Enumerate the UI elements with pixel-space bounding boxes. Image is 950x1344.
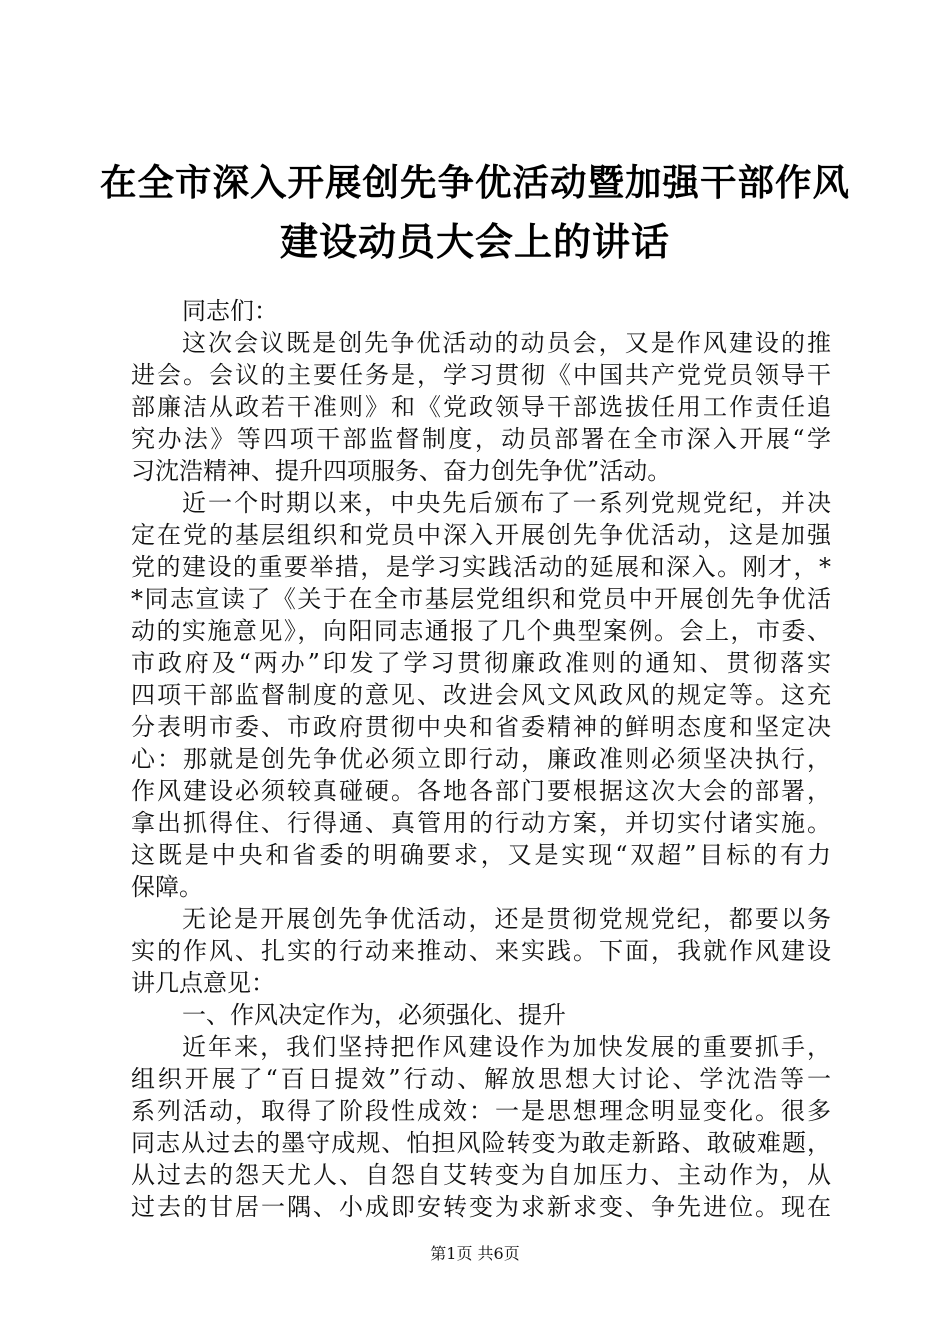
body-line: 市政府及“两办”印发了学习贯彻廉政准则的通知、贯彻落实 xyxy=(131,649,831,677)
body-line: 讲几点意见： xyxy=(131,969,275,997)
body-line: 近年来，我们坚持把作风建设作为加快发展的重要抓手， xyxy=(182,1033,831,1061)
body-line: 分表明市委、市政府贯彻中央和省委精神的鲜明态度和坚定决 xyxy=(131,713,831,741)
body-line: 过去的甘居一隅、小成即安转变为求新求变、争先进位。现在 xyxy=(131,1193,831,1221)
body-line: 实的作风、扎实的行动来推动、来实践。下面，我就作风建设 xyxy=(131,937,831,965)
body-line: 进会。会议的主要任务是，学习贯彻《中国共产党党员领导干 xyxy=(131,361,831,389)
body-line: 党的建设的重要举措，是学习实践活动的延展和深入。刚才，* xyxy=(131,553,831,581)
salutation: 同志们： xyxy=(182,297,278,325)
body-line: 保障。 xyxy=(131,873,203,901)
body-line: 从过去的怨天尤人、自怨自艾转变为自加压力、主动作为，从 xyxy=(131,1161,831,1189)
body-line: 这次会议既是创先争优活动的动员会，又是作风建设的推 xyxy=(182,329,831,357)
document-title-line-2: 建设动员大会上的讲话 xyxy=(279,220,670,264)
body-line: 究办法》等四项干部监督制度，动员部署在全市深入开展“学 xyxy=(131,425,831,453)
section-heading: 一、作风决定作为，必须强化、提升 xyxy=(182,1001,566,1029)
body-line: 定在党的基层组织和党员中深入开展创先争优活动，这是加强 xyxy=(131,521,831,549)
body-line: 四项干部监督制度的意见、改进会风文风政风的规定等。这充 xyxy=(131,681,831,709)
body-line: 这既是中央和省委的明确要求，又是实现“双超”目标的有力 xyxy=(131,841,831,869)
body-line: 习沈浩精神、提升四项服务、奋力创先争优”活动。 xyxy=(131,457,672,485)
body-line: 近一个时期以来，中央先后颁布了一系列党规党纪，并决 xyxy=(182,489,831,517)
body-line: 无论是开展创先争优活动，还是贯彻党规党纪，都要以务 xyxy=(182,905,831,933)
body-line: 组织开展了“百日提效”行动、解放思想大讨论、学沈浩等一 xyxy=(131,1065,831,1093)
body-line: 系列活动，取得了阶段性成效：一是思想理念明显变化。很多 xyxy=(131,1097,831,1125)
body-line: 心：那就是创先争优必须立即行动，廉政准则必须坚决执行， xyxy=(131,745,831,773)
body-line: 作风建设必须较真碰硬。各地各部门要根据这次大会的部署， xyxy=(131,777,831,805)
document-title-line-1: 在全市深入开展创先争优活动暨加强干部作风 xyxy=(100,161,850,204)
body-line: 部廉洁从政若干准则》和《党政领导干部选拔任用工作责任追 xyxy=(131,393,831,421)
body-line: 动的实施意见》，向阳同志通报了几个典型案例。会上，市委、 xyxy=(131,617,831,645)
body-line: *同志宣读了《关于在全市基层党组织和党员中开展创先争优活 xyxy=(131,585,831,613)
body-line: 拿出抓得住、行得通、真管用的行动方案，并切实付诸实施。 xyxy=(131,809,831,837)
body-line: 同志从过去的墨守成规、怕担风险转变为敢走新路、敢破难题， xyxy=(131,1129,831,1157)
page-number-footer: 第1页 共6页 xyxy=(430,1244,520,1263)
